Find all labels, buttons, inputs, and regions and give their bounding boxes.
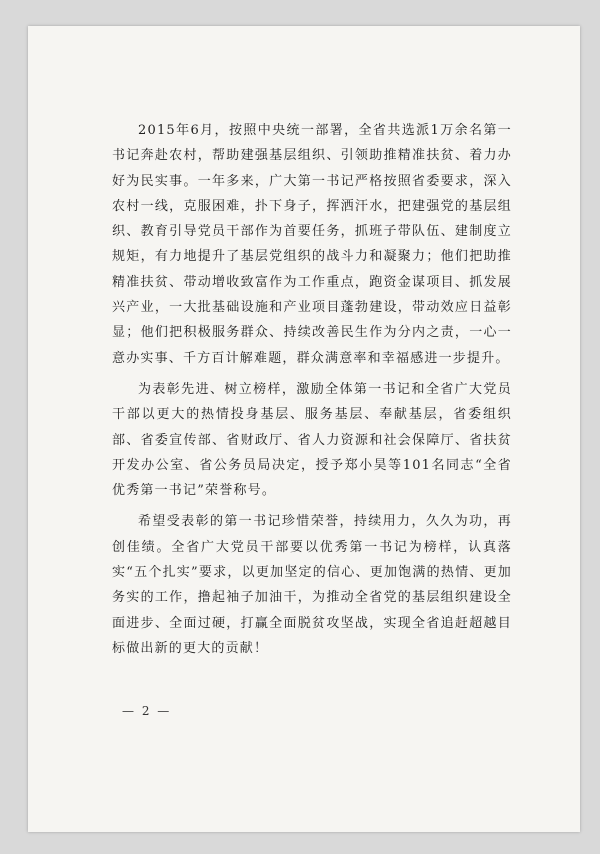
page-number: — 2 — (122, 704, 172, 718)
document-body (112, 118, 512, 667)
paragraph-commendation-decision: 为表彰先进、树立榜样，激励全体第一书记和全省广大党员干部以更大的热情投身基层、服务基层、奉献基层，省委组织部、省委宣传部、省财政厅、省人力资源和社会保障厅、省扶贫开发办公室、省公务员局决定，授予郑小昊等101名同志“全省优秀第一书记”荣誉称号。 (112, 381, 512, 499)
paragraph-first-secretary-summary: 2015年6月，按照中央统一部署，全省共选派1万余名第一书记奔赴农村，帮助建强基层组织、引领助推精准扶贫、着力办好为民实事。一年多来，广大第一书记严格按照省委要求，深入农村一线，克服困难，扑下身子，挥洒汗水，把建强党的基层组织、教育引导党员干部作为首要任务，抓班子带队伍、建制度立规矩，有力地提升了基层党组织的战斗力和凝聚力；他们把助推精准扶贫、带动增收致富作为工作重点，跑资金谋项目、抓发展兴产业，一大批基础设施和产业项目蓬勃建设，带动效应日益彰显；他们把积极服务群众、持续改善民生作为分内之责，一心一意办实事、千方百计解难题，群众满意率和幸福感进一步提升。 (112, 123, 512, 366)
document-page (28, 26, 580, 832)
paragraph-call-to-action: 希望受表彰的第一书记珍惜荣誉，持续用力，久久为功，再创佳绩。全省广大党员干部要以优秀第一书记为榜样，认真落实“五个扎实”要求，以更加坚定的信心、更加饱满的热情、更加务实的工作，撸起袖子加油干，为推动全省党的基层组织建设全面进步、全面过硬，打赢全面脱贫攻坚战，实现全省追赶超越目标做出新的更大的贡献！ (112, 514, 512, 656)
